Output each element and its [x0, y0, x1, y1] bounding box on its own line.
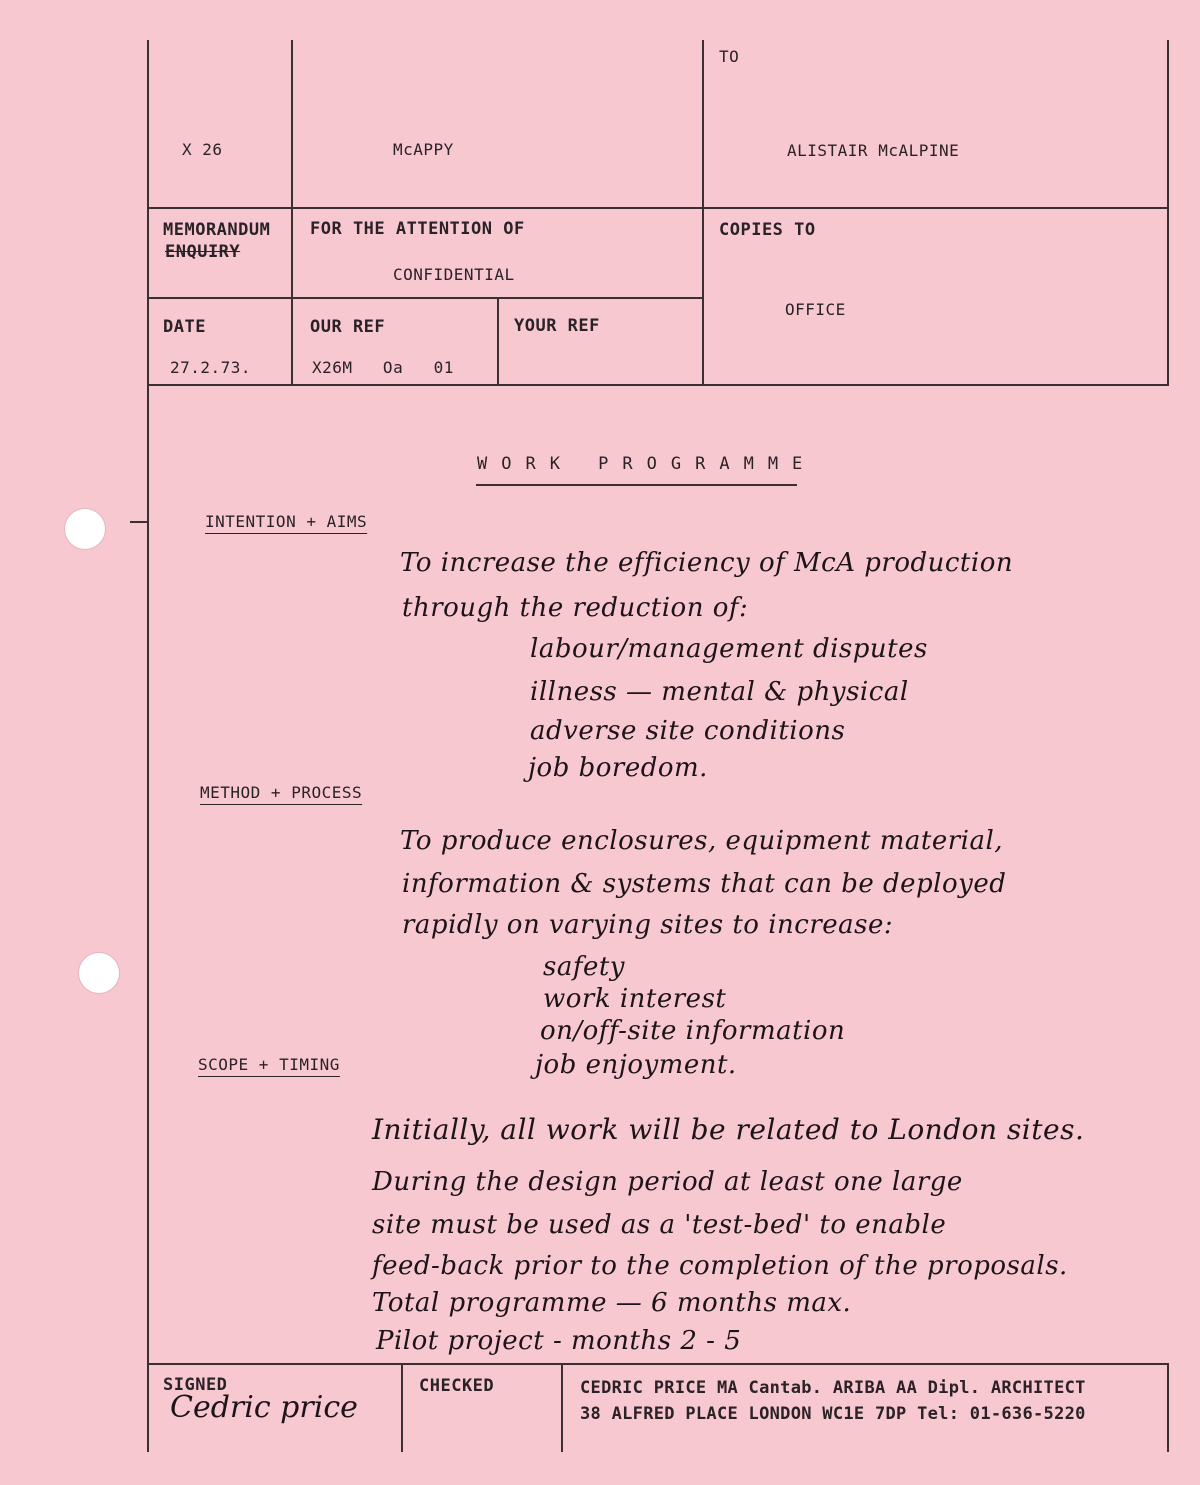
handwritten-line: rapidly on varying sites to increase:	[402, 910, 894, 940]
copies-to-value: OFFICE	[785, 300, 846, 319]
grid-row-3	[147, 384, 1169, 386]
grid-row-1	[147, 207, 1169, 209]
firm-address-line: 38 ALFRED PLACE LONDON WC1E 7DP Tel: 01-636-5220	[580, 1404, 1086, 1424]
our-ref-value: X26M Oa 01	[312, 358, 454, 377]
section-heading-method: METHOD + PROCESS	[200, 783, 363, 802]
footer-col-1	[401, 1363, 403, 1452]
handwritten-line: illness — mental & physical	[530, 677, 909, 707]
date-value: 27.2.73.	[170, 358, 252, 377]
grid-row-2	[147, 297, 704, 299]
attention-label: FOR THE ATTENTION OF	[310, 219, 525, 239]
handwritten-line: information & systems that can be deployed	[402, 869, 1007, 899]
handwritten-line: Pilot project - months 2 - 5	[376, 1326, 742, 1356]
handwritten-line: safety	[543, 952, 625, 982]
firm-name-line: CEDRIC PRICE MA Cantab. ARIBA AA Dipl. ARCHITECT	[580, 1378, 1086, 1398]
handwritten-line: feed-back prior to the completion of the proposals.	[372, 1251, 1068, 1281]
attention-value: CONFIDENTIAL	[393, 265, 515, 284]
to-label: TO	[719, 47, 740, 66]
handwritten-line: work interest	[543, 984, 727, 1014]
project-code: X 26	[182, 140, 223, 159]
handwritten-line: To increase the efficiency of McA production	[400, 548, 1014, 578]
handwritten-line: To produce enclosures, equipment material,	[400, 826, 1004, 856]
footer-col-2	[561, 1363, 563, 1452]
handwritten-line: job enjoyment.	[535, 1050, 737, 1080]
your-ref-label: YOUR REF	[514, 316, 600, 336]
handwritten-line: Initially, all work will be related to London sites.	[372, 1113, 1085, 1146]
work-programme-title: WORK PROGRAMME	[477, 454, 817, 474]
handwritten-line: site must be used as a 'test-bed' to enable	[372, 1210, 947, 1240]
enquiry-label: ENQUIRY	[165, 242, 241, 262]
grid-col-1	[291, 40, 293, 385]
punch-hole-top	[64, 508, 106, 550]
grid-col-2	[702, 40, 704, 385]
section-heading-intention: INTENTION + AIMS	[205, 512, 368, 531]
from-name: McAPPY	[393, 140, 454, 159]
date-label: DATE	[163, 317, 206, 337]
footer-top-rule	[147, 1363, 1169, 1365]
handwritten-line: through the reduction of:	[402, 593, 749, 623]
copies-to-label: COPIES TO	[719, 220, 816, 240]
memorandum-label: MEMORANDUM	[163, 220, 271, 240]
grid-left-border	[147, 40, 149, 1452]
signed-label: SIGNED	[163, 1375, 228, 1395]
signature: Cedric price	[170, 1390, 358, 1425]
grid-col-ref	[497, 298, 499, 385]
checked-label: CHECKED	[419, 1376, 495, 1396]
handwritten-line: job boredom.	[528, 753, 708, 783]
punch-hole-bottom	[78, 952, 120, 994]
grid-right-border	[1167, 40, 1169, 385]
handwritten-line: During the design period at least one large	[372, 1167, 963, 1197]
handwritten-line: adverse site conditions	[530, 716, 846, 746]
handwritten-line: Total programme — 6 months max.	[372, 1288, 852, 1318]
our-ref-label: OUR REF	[310, 317, 386, 337]
footer-right-border	[1167, 1363, 1169, 1452]
to-name: ALISTAIR McALPINE	[787, 141, 960, 160]
handwritten-line: labour/management disputes	[530, 634, 928, 664]
handwritten-line: on/off-site information	[540, 1016, 846, 1046]
margin-tick	[130, 521, 148, 523]
section-heading-scope: SCOPE + TIMING	[198, 1055, 340, 1074]
title-underline	[476, 484, 797, 486]
